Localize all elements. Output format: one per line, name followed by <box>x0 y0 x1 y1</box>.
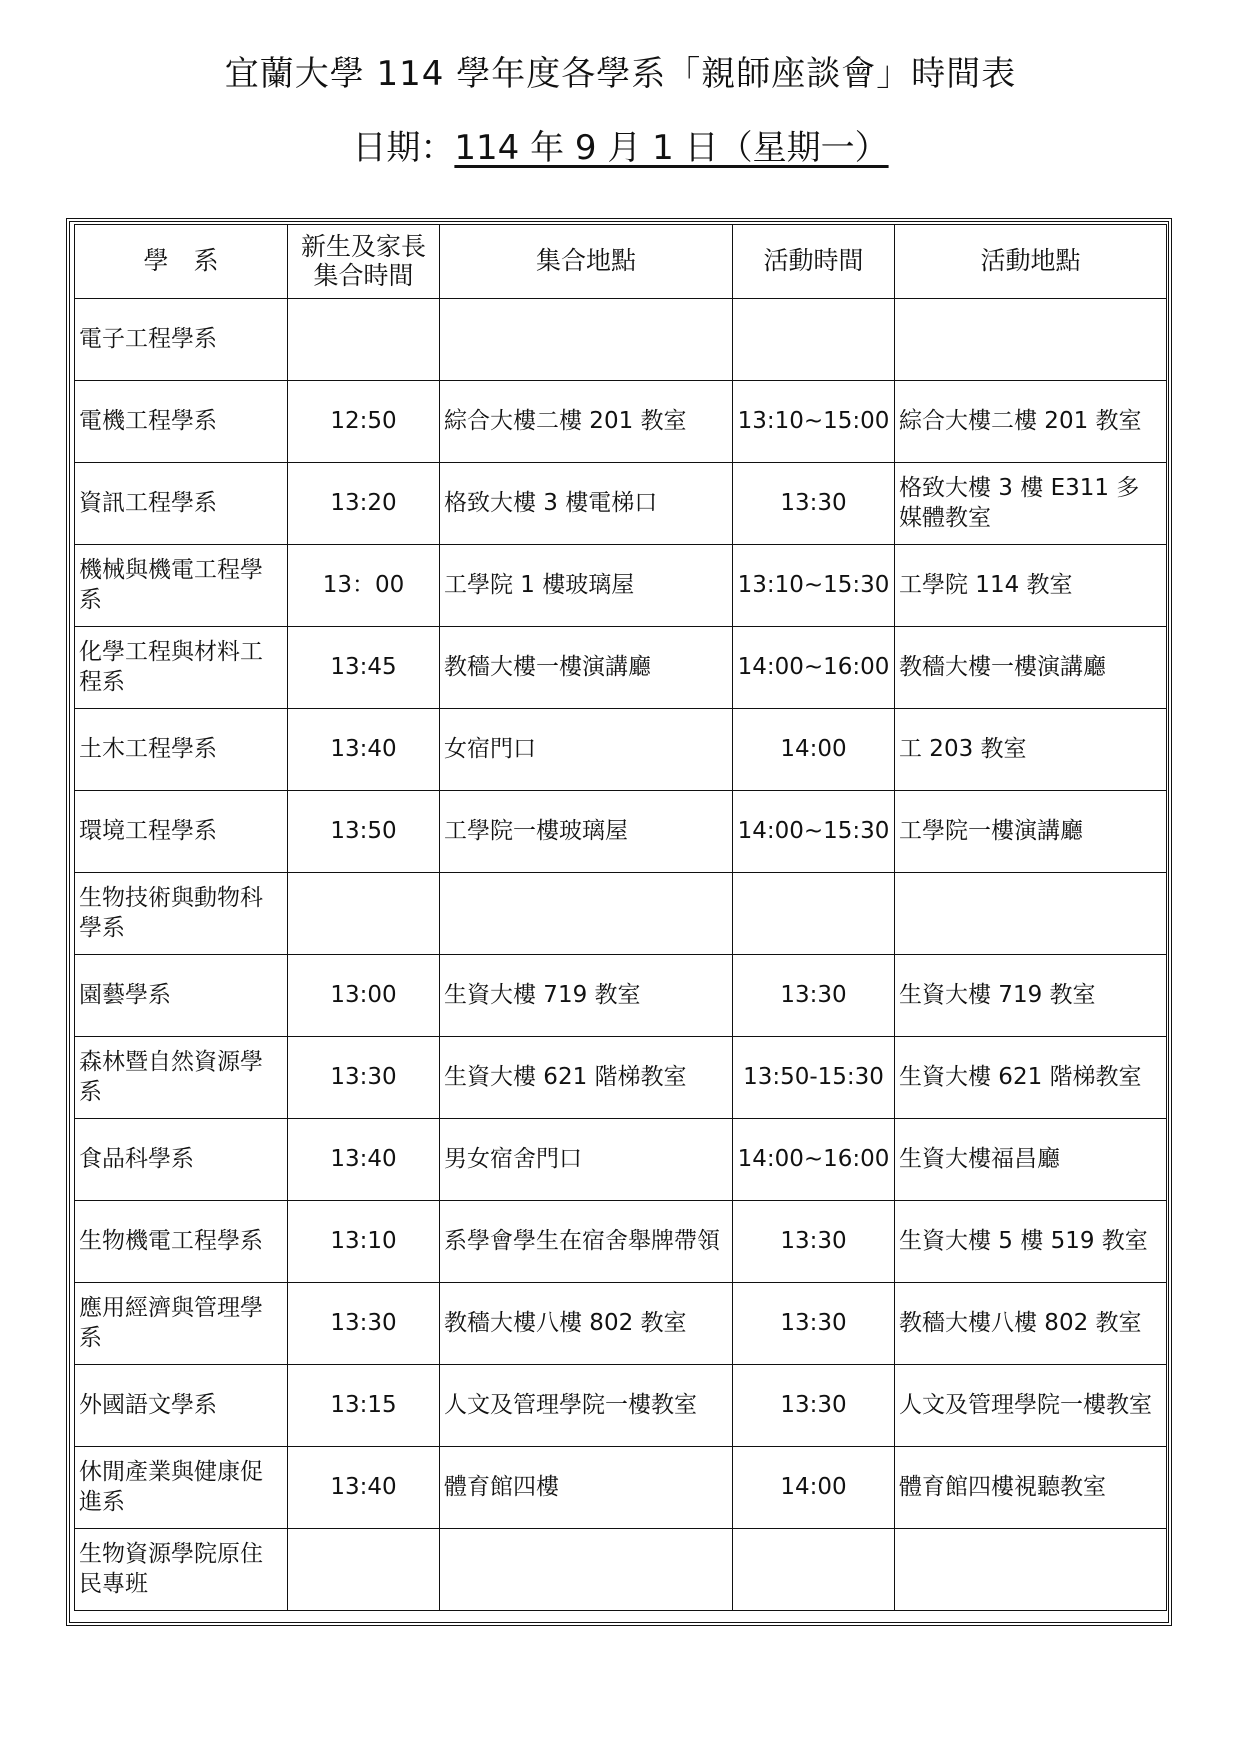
table-row <box>75 299 1167 381</box>
cell-gather-time: 13:30 <box>288 1037 440 1119</box>
header-activity-time: 活動時間 <box>733 225 895 299</box>
cell-gather-place: 生資大樓 621 階梯教室 <box>440 1037 733 1119</box>
cell-activity-time: 13:10~15:00 <box>733 381 895 463</box>
cell-dept: 土木工程學系 <box>75 709 288 791</box>
cell-gather-time <box>288 873 440 955</box>
cell-activity-time: 14:00 <box>733 709 895 791</box>
table-row <box>75 709 1167 791</box>
cell-activity-time <box>733 299 895 381</box>
cell-dept: 資訊工程學系 <box>75 463 288 545</box>
cell-gather-place: 格致大樓 3 樓電梯口 <box>440 463 733 545</box>
table-row <box>75 955 1167 1037</box>
table-row <box>75 1201 1167 1283</box>
table-row <box>75 1447 1167 1529</box>
cell-activity-place: 工學院 114 教室 <box>895 545 1167 627</box>
cell-activity-place: 生資大樓 5 樓 519 教室 <box>895 1201 1167 1283</box>
cell-dept: 化學工程與材料工程系 <box>75 627 288 709</box>
table-row <box>75 1119 1167 1201</box>
cell-gather-time: 13:30 <box>288 1283 440 1365</box>
table-row <box>75 381 1167 463</box>
cell-activity-time: 14:00~16:00 <box>733 1119 895 1201</box>
cell-activity-place: 體育館四樓視聽教室 <box>895 1447 1167 1529</box>
header-dept: 學 系 <box>75 225 288 299</box>
cell-dept: 生物技術與動物科學系 <box>75 873 288 955</box>
cell-dept: 休閒產業與健康促進系 <box>75 1447 288 1529</box>
cell-activity-time <box>733 1529 895 1611</box>
cell-dept: 園藝學系 <box>75 955 288 1037</box>
cell-dept: 環境工程學系 <box>75 791 288 873</box>
cell-gather-place: 工學院一樓玻璃屋 <box>440 791 733 873</box>
cell-dept: 生物資源學院原住民專班 <box>75 1529 288 1611</box>
table-row <box>75 463 1167 545</box>
table-row <box>75 545 1167 627</box>
cell-gather-time: 13:00 <box>288 955 440 1037</box>
cell-activity-place: 人文及管理學院一樓教室 <box>895 1365 1167 1447</box>
cell-gather-place: 教穡大樓八樓 802 教室 <box>440 1283 733 1365</box>
cell-activity-place <box>895 299 1167 381</box>
cell-gather-place: 系學會學生在宿舍舉牌帶領 <box>440 1201 733 1283</box>
header-gather-time-line1: 新生及家長 <box>300 231 426 261</box>
cell-dept: 外國語文學系 <box>75 1365 288 1447</box>
cell-activity-place: 工學院一樓演講廳 <box>895 791 1167 873</box>
cell-gather-time <box>288 1529 440 1611</box>
table-body <box>75 299 1167 1611</box>
table-row <box>75 1283 1167 1365</box>
table-header-row <box>75 225 1167 299</box>
cell-dept: 應用經濟與管理學系 <box>75 1283 288 1365</box>
cell-dept: 食品科學系 <box>75 1119 288 1201</box>
cell-activity-time: 13:30 <box>733 1201 895 1283</box>
cell-gather-time: 13:15 <box>288 1365 440 1447</box>
cell-gather-place: 生資大樓 719 教室 <box>440 955 733 1037</box>
cell-activity-place: 生資大樓福昌廳 <box>895 1119 1167 1201</box>
cell-gather-time: 13:40 <box>288 1447 440 1529</box>
date-value: 114 年 9 月 1 日（星期一） <box>454 128 889 168</box>
table-row <box>75 1365 1167 1447</box>
cell-gather-place: 女宿門口 <box>440 709 733 791</box>
cell-activity-place: 工 203 教室 <box>895 709 1167 791</box>
header-gather-time-line2: 集合時間 <box>313 260 414 290</box>
cell-gather-time: 13:50 <box>288 791 440 873</box>
cell-dept: 生物機電工程學系 <box>75 1201 288 1283</box>
cell-gather-place: 工學院 1 樓玻璃屋 <box>440 545 733 627</box>
cell-activity-time: 13:30 <box>733 463 895 545</box>
cell-activity-place <box>895 873 1167 955</box>
header-gather-time <box>288 225 440 299</box>
table-row <box>75 791 1167 873</box>
header-gather-place: 集合地點 <box>440 225 733 299</box>
cell-activity-place: 生資大樓 621 階梯教室 <box>895 1037 1167 1119</box>
page-title: 宜蘭大學 114 學年度各學系「親師座談會」時間表 <box>224 54 1017 94</box>
cell-activity-time: 14:00~16:00 <box>733 627 895 709</box>
cell-gather-time: 13:10 <box>288 1201 440 1283</box>
table-row <box>75 627 1167 709</box>
cell-dept: 機械與機電工程學系 <box>75 545 288 627</box>
cell-gather-place <box>440 873 733 955</box>
cell-activity-place: 綜合大樓二樓 201 教室 <box>895 381 1167 463</box>
cell-activity-place <box>895 1529 1167 1611</box>
table-row <box>75 873 1167 955</box>
date-label: 日期： <box>352 128 455 168</box>
cell-gather-place <box>440 1529 733 1611</box>
cell-gather-place: 體育館四樓 <box>440 1447 733 1529</box>
cell-dept: 森林暨自然資源學系 <box>75 1037 288 1119</box>
cell-gather-time: 13:40 <box>288 709 440 791</box>
cell-activity-time <box>733 873 895 955</box>
cell-activity-time: 13:30 <box>733 1283 895 1365</box>
cell-dept: 電子工程學系 <box>75 299 288 381</box>
cell-gather-time: 13:20 <box>288 463 440 545</box>
cell-dept: 電機工程學系 <box>75 381 288 463</box>
cell-activity-time: 14:00 <box>733 1447 895 1529</box>
cell-activity-time: 13:50-15:30 <box>733 1037 895 1119</box>
cell-gather-place: 教穡大樓一樓演講廳 <box>440 627 733 709</box>
cell-activity-time: 13:30 <box>733 955 895 1037</box>
cell-activity-time: 13:30 <box>733 1365 895 1447</box>
cell-gather-time <box>288 299 440 381</box>
cell-gather-place: 人文及管理學院一樓教室 <box>440 1365 733 1447</box>
cell-activity-place: 生資大樓 719 教室 <box>895 955 1167 1037</box>
header-activity-place: 活動地點 <box>895 225 1167 299</box>
table-row <box>75 1529 1167 1611</box>
cell-gather-time: 13:40 <box>288 1119 440 1201</box>
cell-activity-time: 13:10~15:30 <box>733 545 895 627</box>
date-line <box>0 120 1241 169</box>
table-row <box>75 1037 1167 1119</box>
schedule-table <box>74 224 1167 1611</box>
cell-gather-time: 13：00 <box>288 545 440 627</box>
cell-gather-time: 12:50 <box>288 381 440 463</box>
cell-activity-place: 格致大樓 3 樓 E311 多媒體教室 <box>895 463 1167 545</box>
cell-activity-time: 14:00~15:30 <box>733 791 895 873</box>
cell-gather-place: 男女宿舍門口 <box>440 1119 733 1201</box>
cell-gather-time: 13:45 <box>288 627 440 709</box>
cell-gather-place: 綜合大樓二樓 201 教室 <box>440 381 733 463</box>
cell-activity-place: 教穡大樓八樓 802 教室 <box>895 1283 1167 1365</box>
cell-activity-place: 教穡大樓一樓演講廳 <box>895 627 1167 709</box>
cell-gather-place <box>440 299 733 381</box>
